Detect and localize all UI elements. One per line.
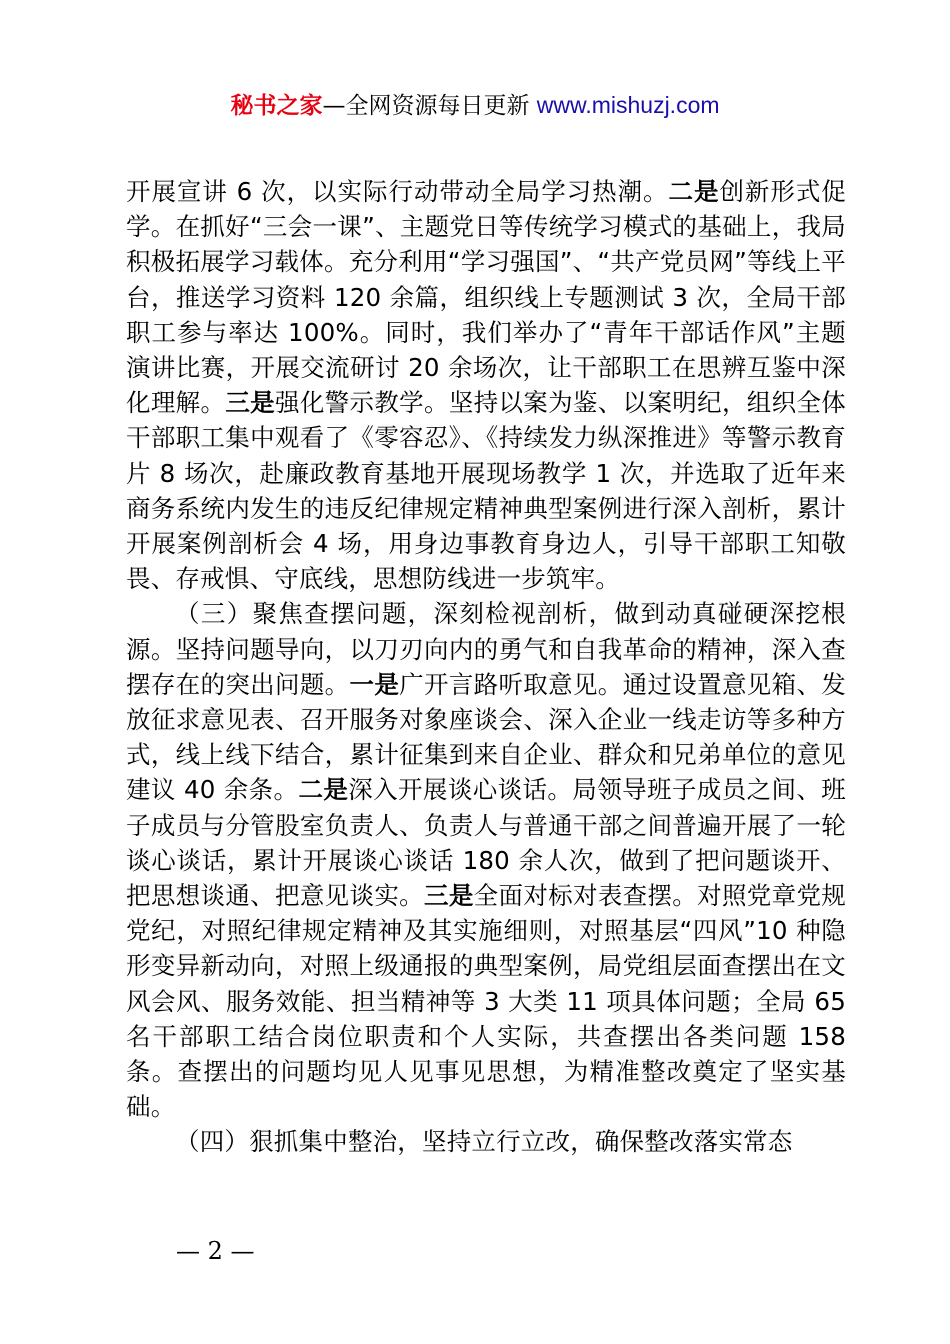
bold-enumerator: 二是 — [668, 177, 720, 206]
document-body — [126, 174, 846, 1160]
paragraph-2 — [126, 596, 846, 1124]
text-run: 强化警示教学。坚持以案为鉴、以案明纪，组织全体干部职工集中观看了《零容忍》、《持续发力纵深推进》等警示教育片 8 场次，赴廉政教育基地开展现场教学 1 次，并选取了近年来商务系统内发生的违反纪律规定精神典型案例进行深入剖析，累计开展案例剖析会 4 场，用身边事教育身边人，引导干部职工知敬畏、存戒惧、守底线，思想防线进一步筑牢。 — [126, 388, 846, 594]
text-run: 开展宣讲 6 次，以实际行动带动全局学习热潮。 — [126, 177, 669, 206]
paragraph-1 — [126, 174, 846, 596]
bold-enumerator: 三是 — [423, 881, 474, 911]
text-run: 创新形式促学。在抓好“三会一课”、主题党日等传统学习模式的基础上，我局积极拓展学习载体。充分利用“学习强国”、“共产党员网”等线上平台，推送学习资料 120 余篇，组织线上专题测试 3 次，全局干部职工参与率达 100%。同时，我们举办了“青年干部话作风”主题演讲比赛，开展交流研讨 20 余场次，让干部职工在思辨互鉴中深化理解。 — [126, 177, 847, 418]
text-run: （三）聚焦查摆问题，深刻检视剖析，做到动真碰硬深挖根源。坚持问题导向，以刀刃向内的勇气和自我革命的精神，深入查摆存在的突出问题。 — [126, 599, 846, 699]
header-tagline: —全网资源每日更新 — [322, 93, 537, 119]
paragraph-3 — [126, 1124, 846, 1159]
bold-enumerator: 一是 — [349, 669, 400, 699]
page-number: — 2 — — [176, 1237, 255, 1265]
bold-enumerator: 三是 — [225, 388, 275, 418]
brand-name: 秘书之家 — [230, 93, 323, 119]
site-link[interactable]: www.mishuzj.com — [536, 92, 720, 118]
text-run: （四）狠抓集中整治，坚持立行立改，确保整改落实常态 — [175, 1127, 793, 1157]
text-run: 全面对标对表查摆。对照党章党规党纪，对照纪律规定精神及其实施细则，对照基层“四风”10 种隐形变异新动向，对照上级通报的典型案例，局党组层面查摆出在文风会风、服务效能、担当精神等 3 大类 11 项具体问题；全局 65 名干部职工结合岗位职责和个人实际，共查摆出各类问题 158 条。查摆出的问题均见人见事见思想，为精准整改奠定了坚实基础。 — [126, 881, 846, 1122]
text-run: 深入开展谈心谈话。局领导班子成员之间、班子成员与分管股室负责人、负责人与普通干部之间普遍开展了一轮谈心谈话，累计开展谈心谈话 180 余人次，做到了把问题谈开、把思想谈通、把意见谈实。 — [126, 775, 846, 911]
text-run: 广开言路听取意见。通过设置意见箱、发放征求意见表、召开服务对象座谈会、深入企业一线走访等多种方式，线上线下结合，累计征集到来自企业、群众和兄弟单位的意见建议 40 余条。 — [126, 669, 846, 805]
bold-enumerator: 二是 — [298, 775, 349, 805]
page-header — [0, 88, 950, 123]
